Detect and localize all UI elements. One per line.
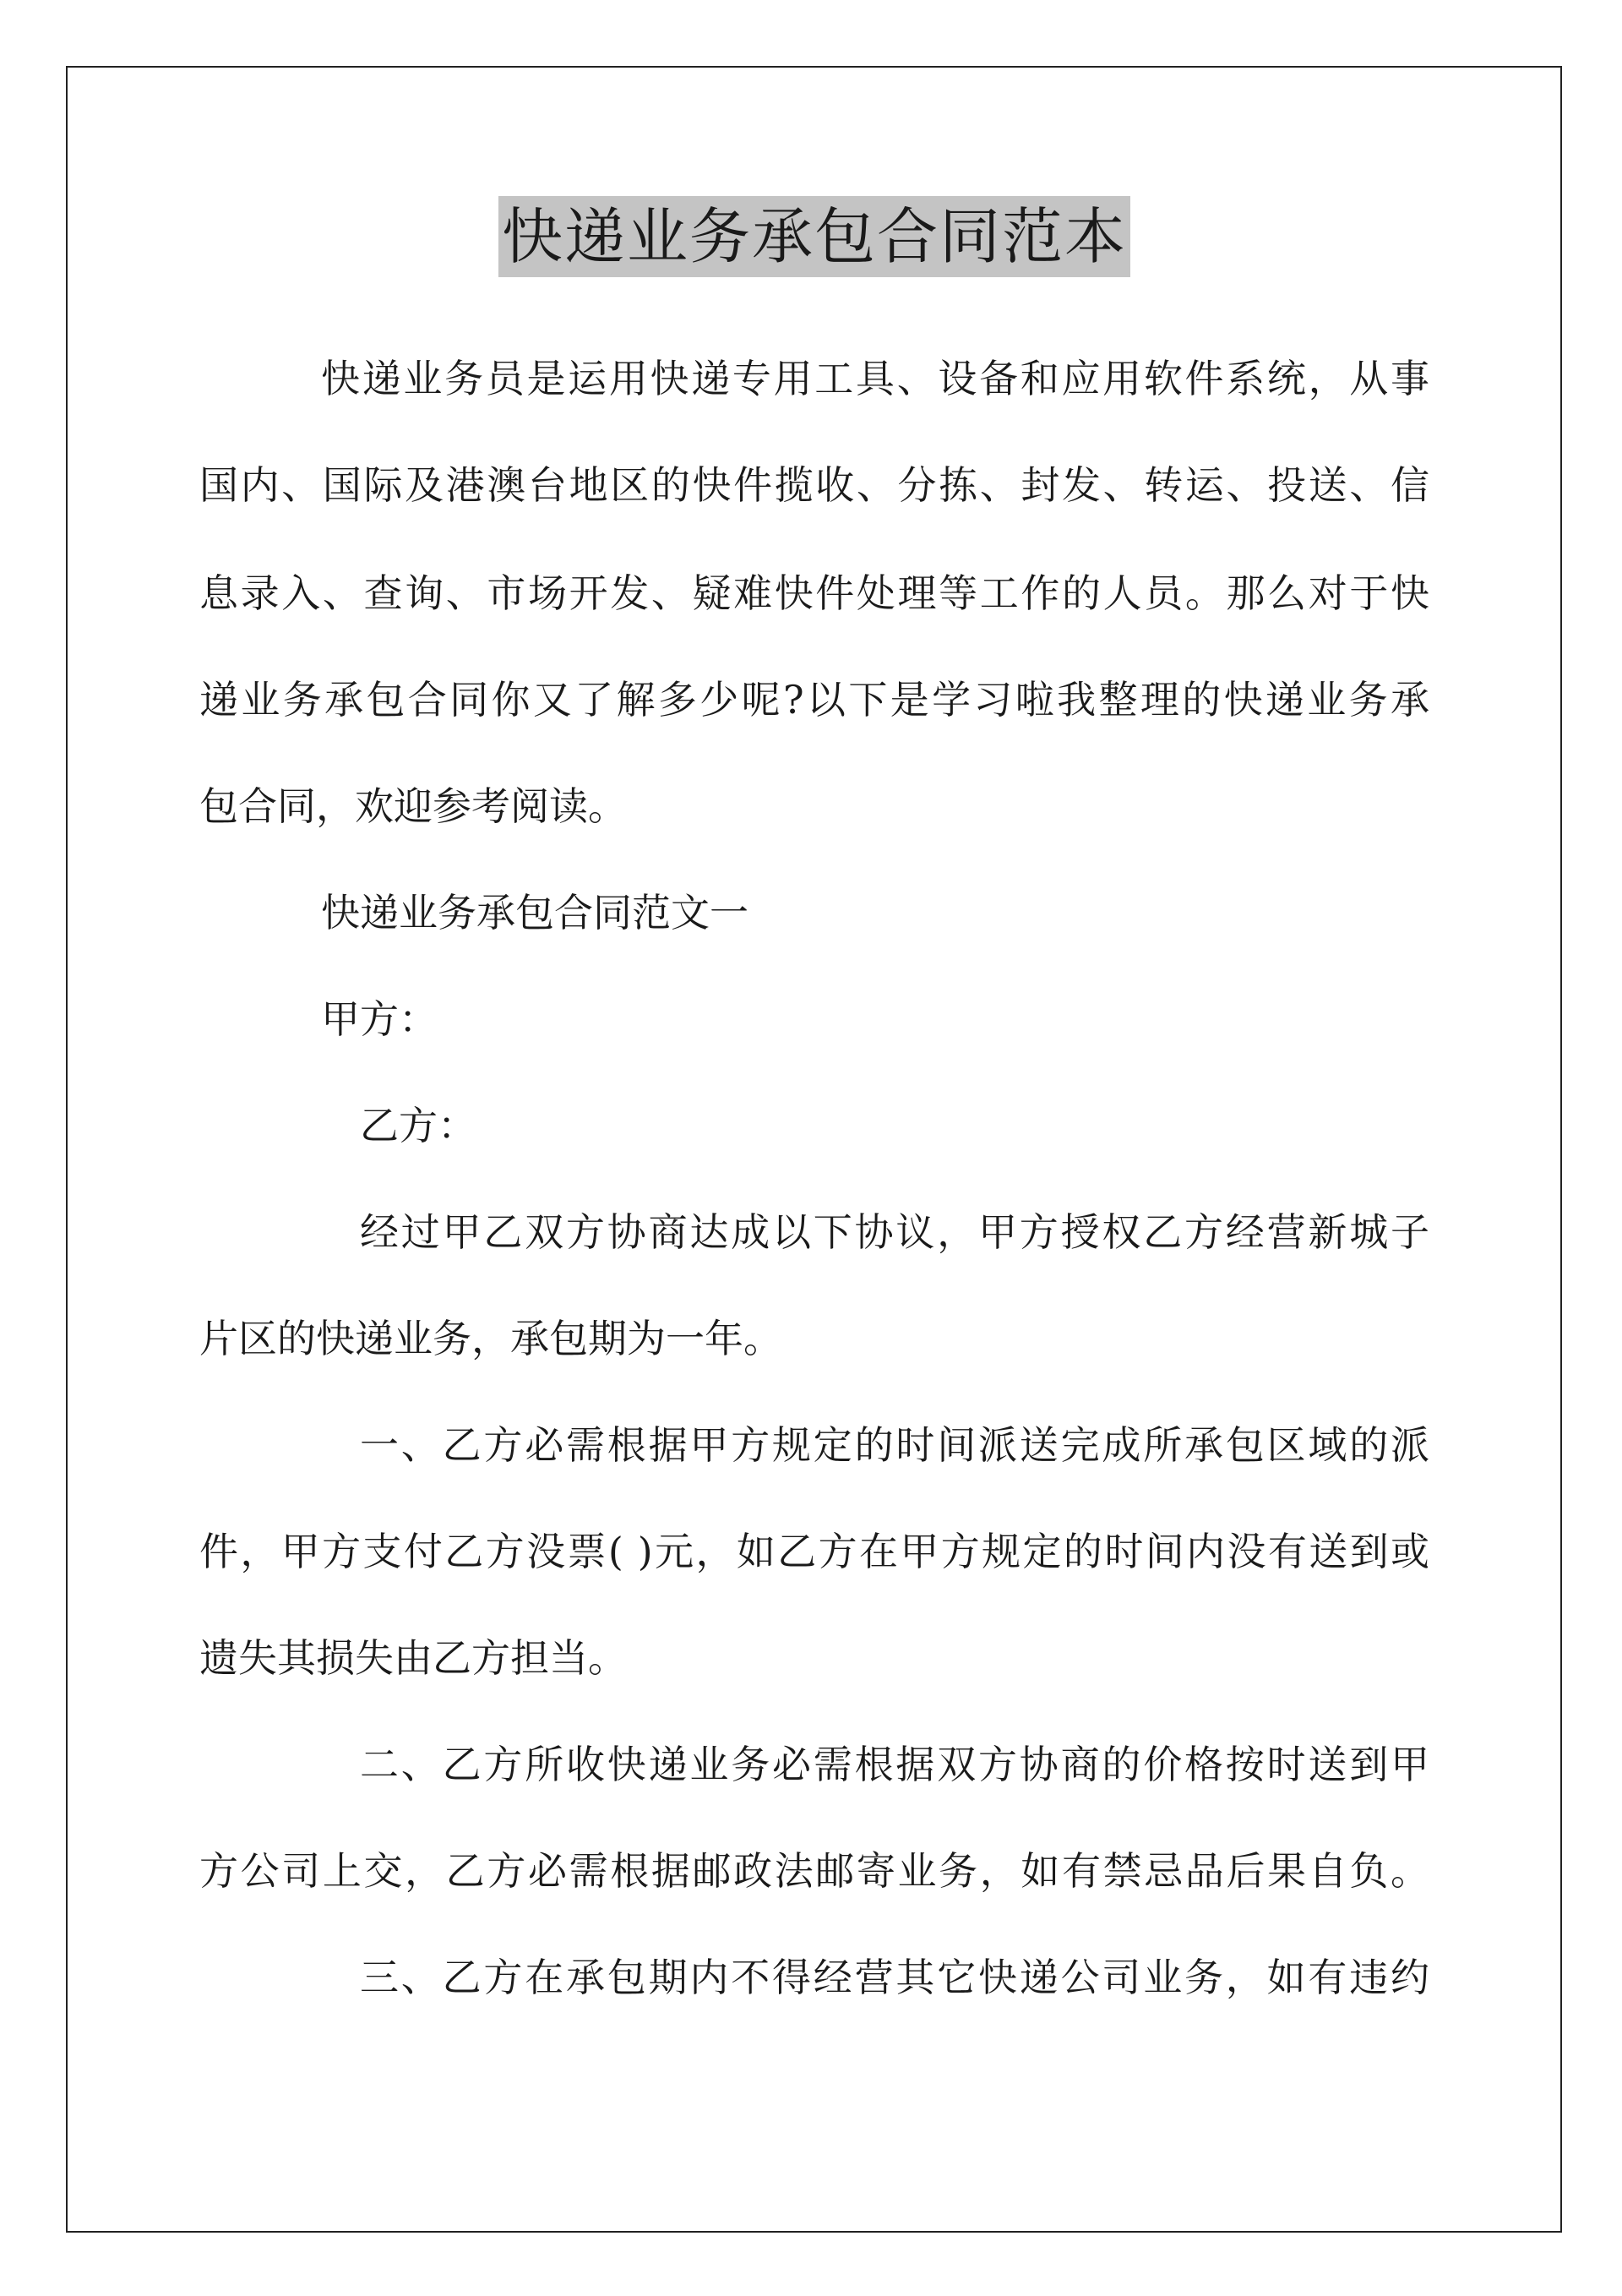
clause-1-line-3: 遗失其损失由乙方担当。 <box>199 1635 627 1681</box>
clause-1-line-1: 一、乙方必需根据甲方规定的时间派送完成所承包区域的派 <box>360 1422 1429 1468</box>
party-b-label: 乙方： <box>360 1103 476 1148</box>
agreement-line-2: 片区的快递业务，承包期为一年。 <box>199 1316 782 1361</box>
party-a-label: 甲方： <box>321 996 438 1042</box>
intro-line-3: 息录入、查询、市场开发、疑难快件处理等工作的人员。那么对于快 <box>199 570 1429 616</box>
intro-line-2: 国内、国际及港澳台地区的快件揽收、分拣、封发、转运、投送、信 <box>199 462 1429 508</box>
clause-2-line-2: 方公司上交，乙方必需根据邮政法邮寄业务，如有禁忌品后果自负。 <box>199 1848 1429 1894</box>
clause-3-line-1: 三、乙方在承包期内不得经营其它快递公司业务，如有违约 <box>360 1955 1429 2000</box>
section-heading: 快递业务承包合同范文一 <box>321 890 748 935</box>
intro-line-1: 快递业务员是运用快递专用工具、设备和应用软件系统，从事 <box>321 356 1429 401</box>
agreement-line-1: 经过甲乙双方协商达成以下协议，甲方授权乙方经营新城子 <box>360 1209 1429 1255</box>
clause-1-line-2: 件，甲方支付乙方没票( )元，如乙方在甲方规定的时间内没有送到或 <box>199 1529 1429 1574</box>
document-title: 快递业务承包合同范本 <box>498 196 1130 277</box>
intro-line-4: 递业务承包合同你又了解多少呢?以下是学习啦我整理的快递业务承 <box>199 677 1429 723</box>
clause-2-line-1: 二、乙方所收快递业务必需根据双方协商的价格按时送到甲 <box>360 1742 1429 1787</box>
title-container <box>199 196 1429 277</box>
intro-line-5: 包合同，欢迎参考阅读。 <box>199 783 627 829</box>
